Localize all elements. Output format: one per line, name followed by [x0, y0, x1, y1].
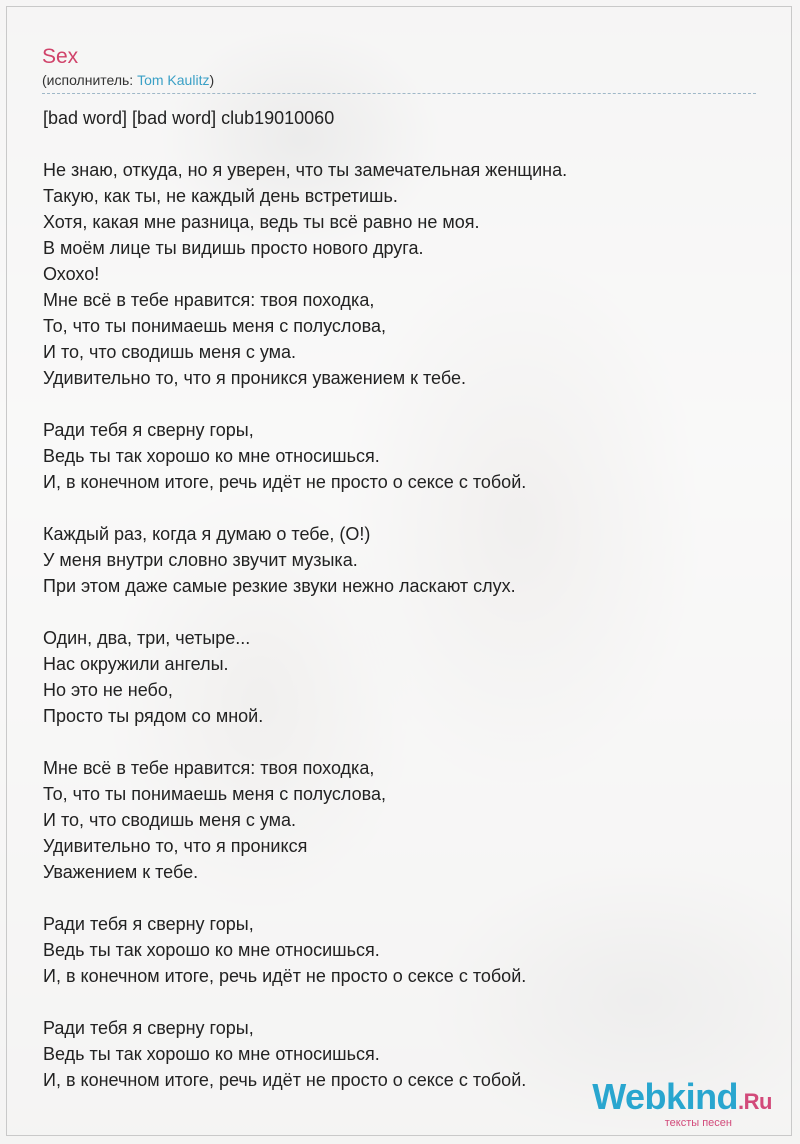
lyric-line: У меня внутри словно звучит музыка. [43, 550, 358, 570]
stanza-gap [43, 495, 763, 521]
lyric-line: И, в конечном итоге, речь идёт не просто о сексе с тобой. [43, 1070, 527, 1090]
lyric-line: В моём лице ты видишь просто нового друга. [43, 238, 424, 258]
lyric-line: И то, что сводишь меня с ума. [43, 810, 297, 830]
header-divider [42, 93, 756, 94]
stanza-gap [43, 729, 763, 755]
lyric-line: То, что ты понимаешь меня с полуслова, [43, 316, 387, 336]
artist-link[interactable]: Tom Kaulitz [137, 72, 210, 88]
lyric-line: Но это не небо, [43, 680, 173, 700]
lyric-line: Удивительно то, что я проникся [43, 836, 308, 856]
lyric-line: Мне всё в тебе нравится: твоя походка, [43, 758, 375, 778]
lyric-line: Хотя, какая мне разница, ведь ты всё равно не моя. [43, 212, 480, 232]
lyric-line: И то, что сводишь меня с ума. [43, 342, 297, 362]
stanza-gap [43, 885, 763, 911]
lyric-line: Мне всё в тебе нравится: твоя походка, [43, 290, 375, 310]
lyric-line: Каждый раз, когда я думаю о тебе, (О!) [43, 524, 371, 544]
lyrics-block [43, 105, 763, 1093]
logo-tld: .Ru [738, 1089, 772, 1114]
lyric-line: Просто ты рядом со мной. [43, 706, 264, 726]
lyric-line: Ведь ты так хорошо ко мне относишься. [43, 940, 380, 960]
lyric-line: [bad word] [bad word] club19010060 [43, 108, 335, 128]
lyric-line: И, в конечном итоге, речь идёт не просто о сексе с тобой. [43, 472, 527, 492]
stanza-gap [43, 391, 763, 417]
lyric-line: Не знаю, откуда, но я уверен, что ты замечательная женщина. [43, 160, 568, 180]
artist-line [42, 70, 756, 90]
song-title: Sex [42, 45, 79, 68]
lyric-line: Удивительно то, что я проникся уважением к тебе. [43, 368, 466, 388]
lyric-line: Ведь ты так хорошо ко мне относишься. [43, 1044, 380, 1064]
logo-tagline: тексты песен [664, 1117, 732, 1129]
lyric-line: То, что ты понимаешь меня с полуслова, [43, 784, 387, 804]
lyric-line: При этом даже самые резкие звуки нежно ласкают слух. [43, 576, 516, 596]
lyric-line: Ради тебя я сверну горы, [43, 420, 254, 440]
lyric-line: Ради тебя я сверну горы, [43, 1018, 254, 1038]
lyric-line: Ради тебя я сверну горы, [43, 914, 254, 934]
song-header [42, 44, 756, 90]
artist-suffix: ) [209, 72, 215, 88]
stanza-gap [43, 989, 763, 1015]
site-logo[interactable] [592, 1076, 772, 1129]
stanza-gap [43, 131, 763, 157]
lyric-line: И, в конечном итоге, речь идёт не просто о сексе с тобой. [43, 966, 527, 986]
lyric-line: Охохо! [43, 264, 100, 284]
lyric-line: Такую, как ты, не каждый день встретишь. [43, 186, 398, 206]
lyric-line: Нас окружили ангелы. [43, 654, 229, 674]
artist-prefix: (исполнитель: [42, 72, 138, 88]
logo-name: Webkind [592, 1076, 739, 1117]
lyric-line: Уважением к тебе. [43, 862, 199, 882]
stanza-gap [43, 599, 763, 625]
lyric-line: Ведь ты так хорошо ко мне относишься. [43, 446, 380, 466]
lyric-line: Один, два, три, четыре... [43, 628, 251, 648]
